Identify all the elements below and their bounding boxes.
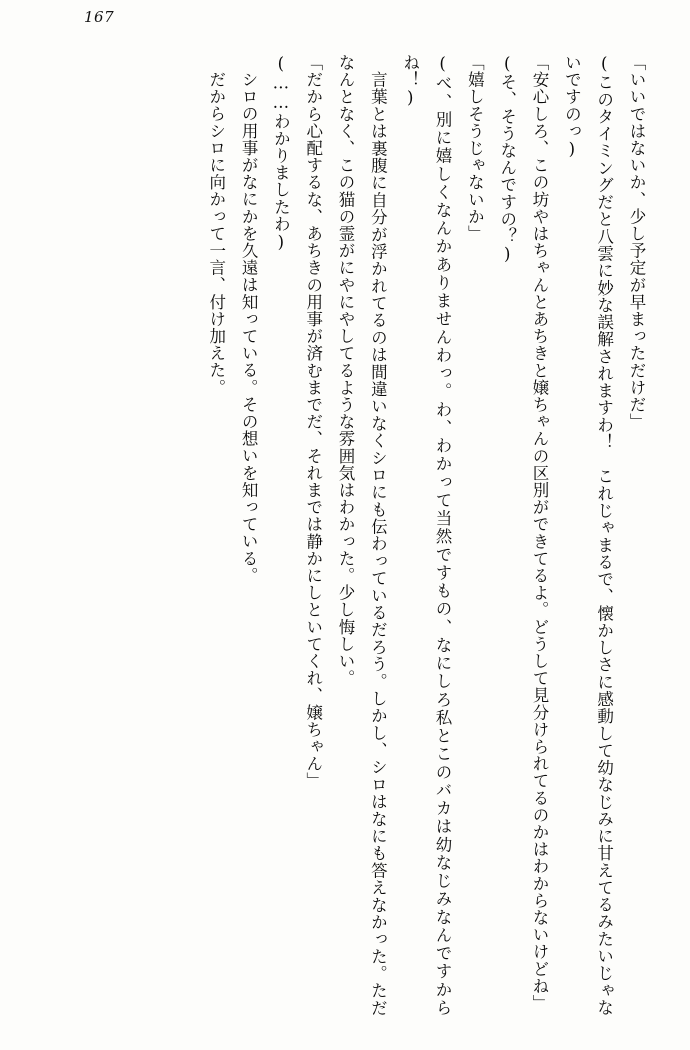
paragraph: だからシロに向かって一言、付け加えた。 [206, 70, 226, 396]
paragraph: 言葉とは裏腹に自分が浮かれてるのは間違いなくシロにも伝わっているだろう。しかし、シロはなにも答えなかった。ただなんとなく、この猫の霊がにやにやしてるような雰囲気はわかった。少し悔しい。 [336, 54, 388, 1016]
paragraph: シロの用事がなにかを久遠は知っている。その想いを知っている。 [239, 70, 259, 584]
paragraph: 「いいではないか、少し予定が早まっただけだ」 [627, 54, 646, 431]
paragraph: (べ、別に嬉しくなんかありませんわっ。わ、わかって当然ですもの、なにしろ私とこのバカは幼なじみなんですからね！) [400, 54, 453, 1016]
paragraph: (……わかりましたわ) [271, 54, 291, 253]
page-number: 167 [84, 8, 115, 26]
page-text-body [48, 54, 652, 1016]
paragraph: 「嬉しそうじゃないか」 [465, 54, 485, 243]
paragraph: (このタイミングだと八雲に妙な誤解されますわ！ これじゃまるで、懐かしさに感動して幼なじみに甘えてるみたいじゃないですのっ) [562, 54, 614, 1016]
paragraph: 「だから心配するな、あちきの用事が済むまでだ、それまでは静かにしといてくれ、嬢ちゃん」 [303, 54, 323, 790]
paragraph: (そ、そうなんですの？) [497, 54, 517, 265]
paragraph: 「安心しろ、この坊やはちゃんとあちきと嬢ちゃんの区別ができてるよ。どうして見分けられてるのかはわからないけどね」 [530, 54, 550, 1012]
